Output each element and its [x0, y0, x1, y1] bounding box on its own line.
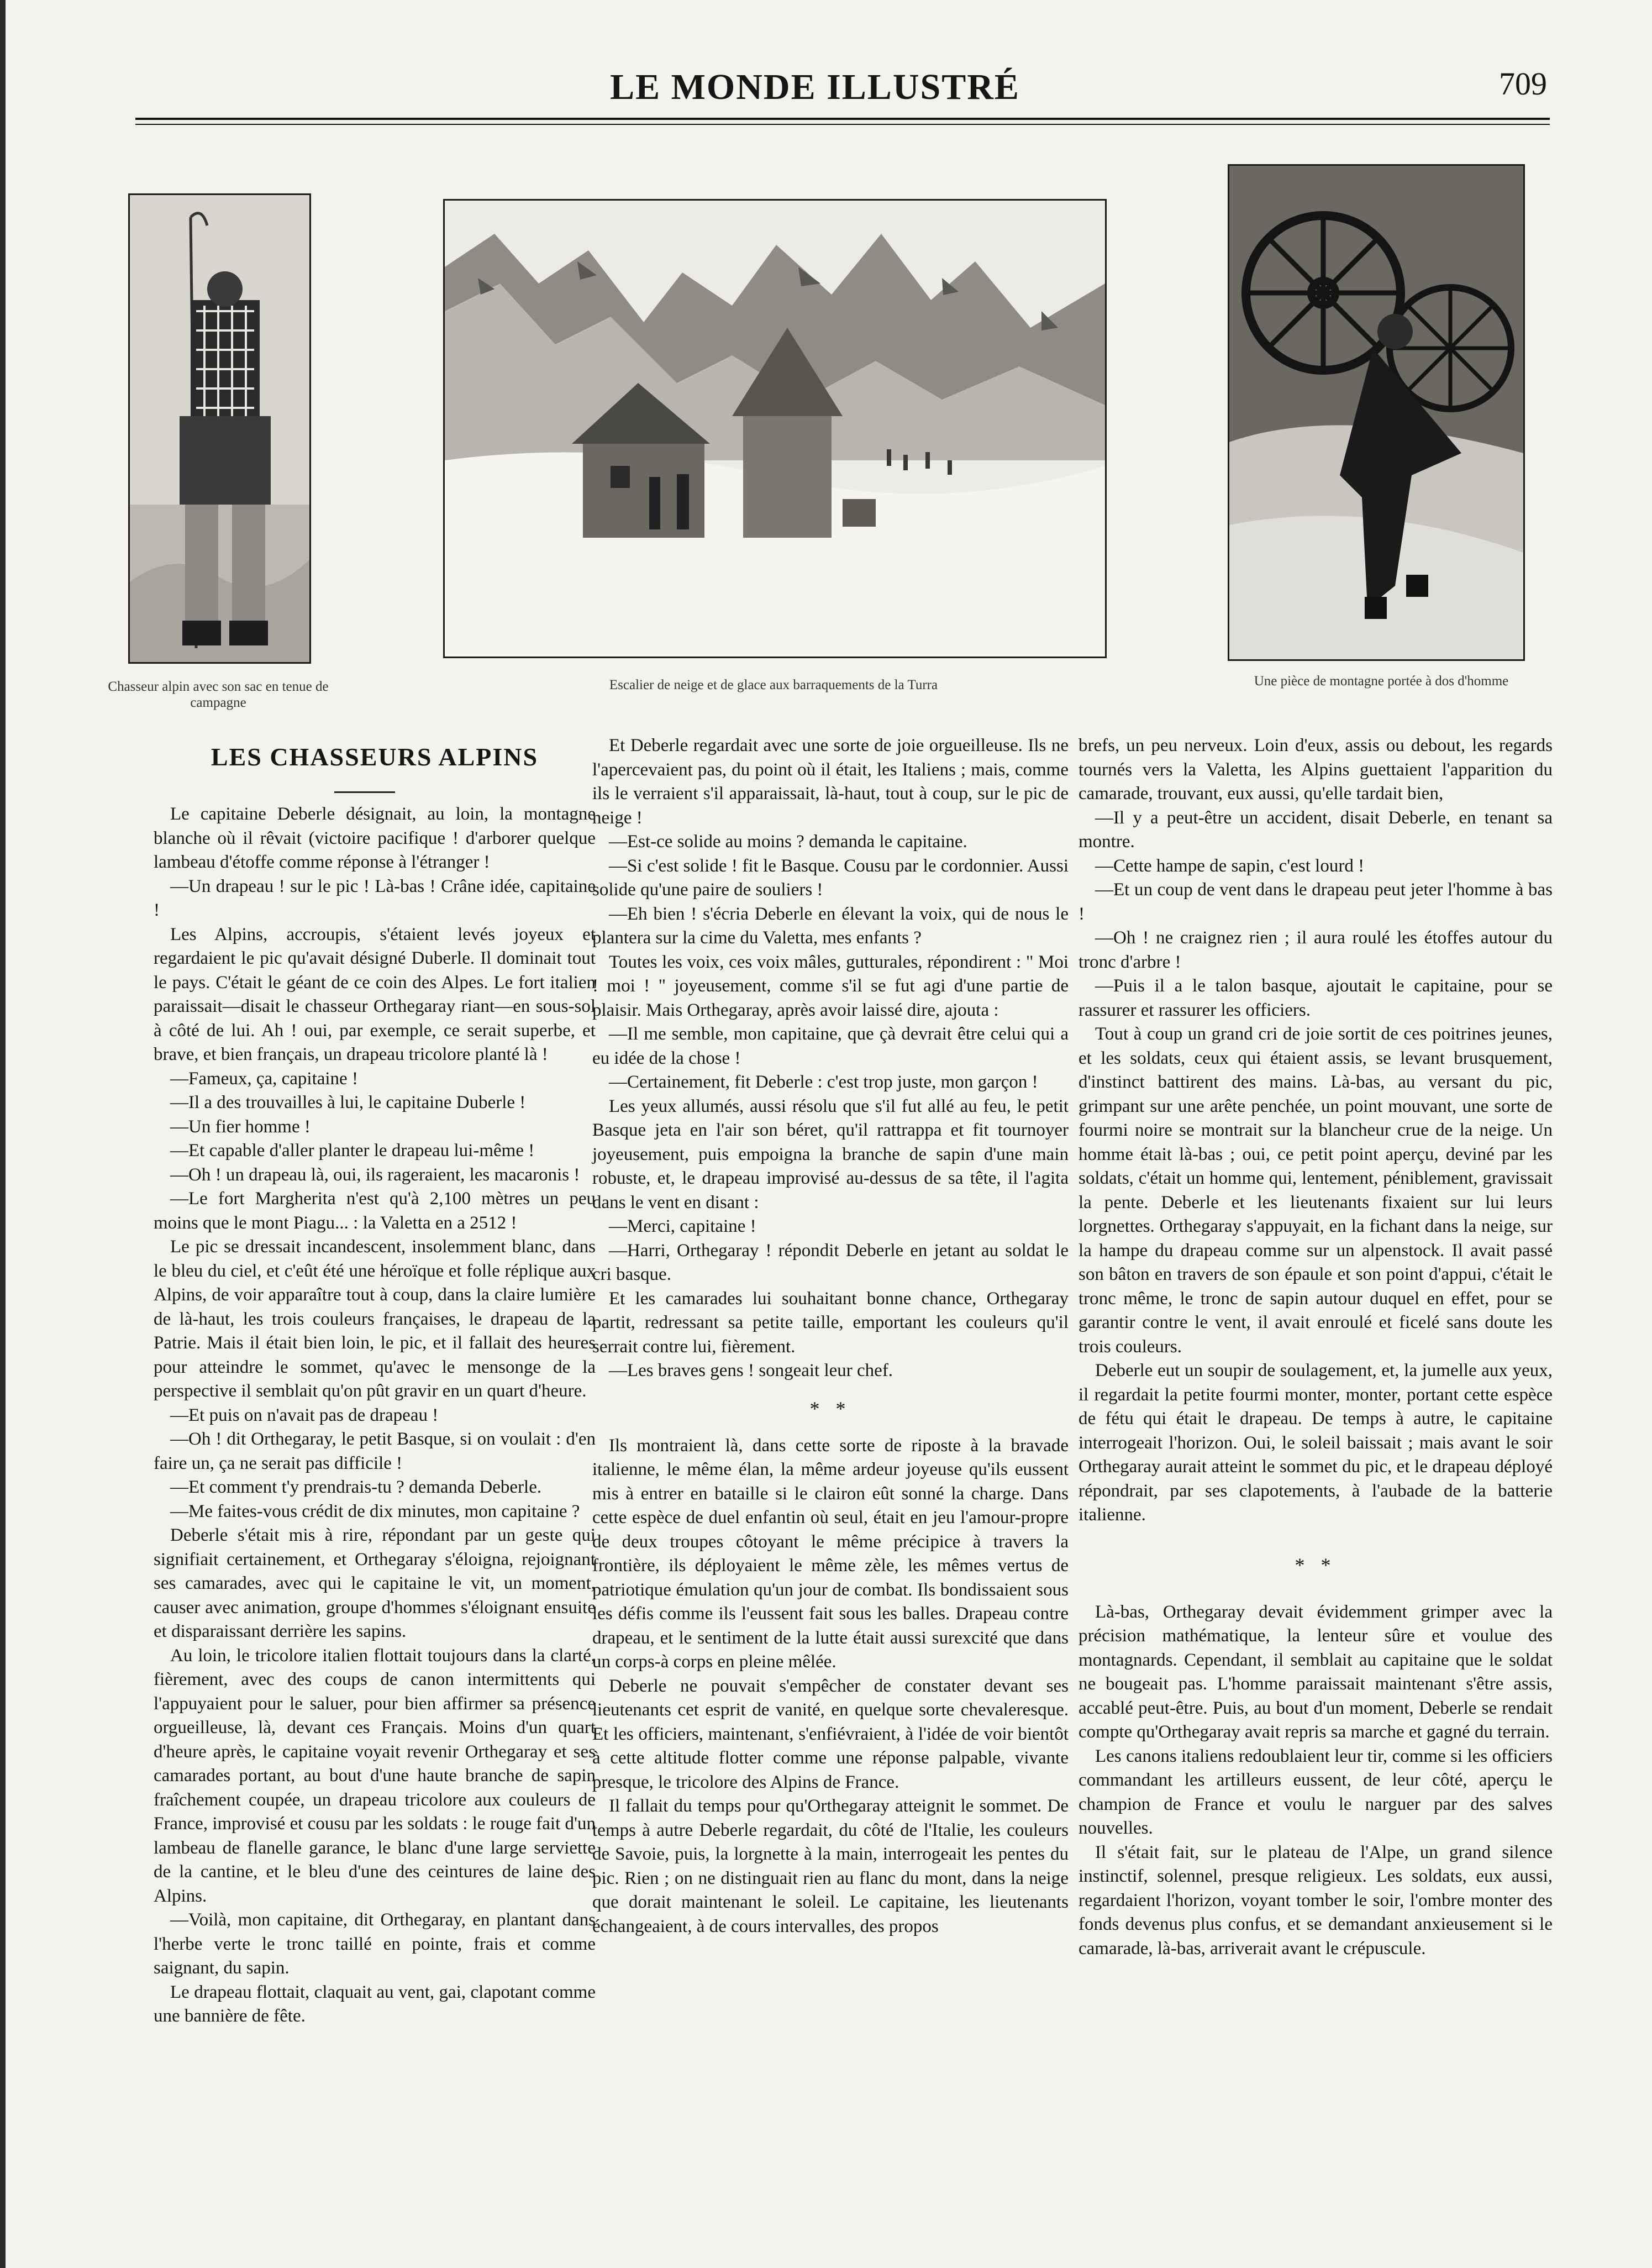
article-title: LES CHASSEURS ALPINS: [211, 743, 539, 771]
paragraph: —Eh bien ! s'écria Deberle en élevant la voix, qui de nous le plantera sur la cime du Valetta, mes enfants ?: [592, 904, 1069, 948]
header-rule: [135, 118, 1550, 120]
soldier-image: [130, 195, 309, 662]
section-separator: * *: [809, 1397, 851, 1420]
paragraph: —Et capable d'aller planter le drapeau lui-même !: [170, 1141, 535, 1161]
caption-piece-de-montagne: Une pièce de montagne portée à dos d'homme: [1254, 674, 1509, 689]
paragraph: Là-bas, Orthegaray devait évidemment grimper avec la précision mathématique, la lenteur sûre et voulue des montagnards. Cependant, il semblait au capitaine que le soldat ne bougeait pas. L'homme paraissait maintenant s'être assis, accablé peut-être. Puis, au bout d'un moment, Deberle se rendait compte qu'Orthegaray avait repris sa marche et gagné du terrain.: [1078, 1602, 1553, 1742]
paragraph: —Et comment t'y prendrais-tu ? demanda Deberle.: [170, 1477, 542, 1497]
paragraph: —Oh ! ne craignez rien ; il aura roulé les étoffes autour du tronc d'arbre !: [1078, 928, 1553, 972]
paragraph: —Voilà, mon capitaine, dit Orthegaray, en plantant dans l'herbe verte le tronc taillé en pointe, frais et comme saignant, du sapin.: [154, 1910, 596, 1978]
paragraph: —Puis il a le talon basque, ajoutait le capitaine, pour se rassurer et rassurer les officiers.: [1078, 976, 1553, 1020]
paragraph: Il fallait du temps pour qu'Orthegaray atteignit le sommet. De temps à autre Deberle regardait, du côté de l'Italie, les couleurs de Savoie, puis, la lorgnette à la main, interrogeait les pentes du pic. Rien ; on ne distinguait rien au flanc du mont, dans la neige que dorait maintenant le soleil. Le capitaine, les lieutenants échangeaient, à de cours intervalles, des propos: [592, 1796, 1069, 1936]
paragraph: —Un drapeau ! sur le pic ! Là-bas ! Crâne idée, capitaine !: [154, 876, 596, 920]
illustration-piece-de-montagne: [1228, 164, 1525, 661]
paragraph: —Et puis on n'avait pas de drapeau !: [170, 1405, 439, 1425]
paragraph: Toutes les voix, ces voix mâles, gutturales, répondirent : " Moi ! moi ! " joyeusement, comme s'il se fut agi d'une partie de plaisir. Mais Orthegaray, après avoir laissé dire, ajouta :: [592, 952, 1069, 1020]
paragraph: brefs, un peu nerveux. Loin d'eux, assis ou debout, les regards tournés vers la Valetta, les Alpins guettaient l'apparition du camarade, trouvant, eux aussi, qu'elle tardait bien,: [1078, 736, 1553, 804]
paragraph: —Le fort Margherita n'est qu'à 2,100 mètres un peu moins que le mont Piagu... : la Valetta en a 2512 !: [154, 1189, 596, 1233]
paragraph: Les canons italiens redoublaient leur tir, comme si les officiers commandant les artilleurs eussent, de leur côté, aperçu le champion de France et voulu le narguer par des salves nouvelles.: [1078, 1746, 1553, 1838]
header-rule-thin: [135, 124, 1550, 125]
paragraph: Deberle ne pouvait s'empêcher de constater devant ses lieutenants cet esprit de vanité, en quelque sorte chevaleresque. Et les officiers, maintenant, s'enfiévraient, à l'idée de voir bientôt à cette altitude flotter comme une réponse palpable, vivante presque, le tricolore des Alpins de France.: [592, 1676, 1069, 1792]
paragraph: Ils montraient là, dans cette sorte de riposte à la bravade italienne, le même élan, la même ardeur joyeuse qu'ils eussent mis à entrer en bataille si le clairon eût sonné la charge. Dans cette espèce de duel enfantin où seul, était en jeu l'amour-propre de deux troupes côtoyant le même précipice à travers la frontière, ils déployaient le même zèle, les mêmes vertus de patriotique émulation qu'un jour de combat. Ils bondissaient sous les défis comme ils l'eussent fait sous les balles. Drapeau contre drapeau, et le sentiment de la lutte était aussi surexcité que dans un corps-à corps en pleine mêlée.: [592, 1435, 1069, 1672]
paragraph: Il s'était fait, sur le plateau de l'Alpe, un grand silence instinctif, solennel, presque religieux. Les soldats, eux aussi, regardaient l'horizon, voyant tomber le soir, l'ombre monter des fonds devenus plus confus, et se demandant anxieusement si le camarade, là-bas, arriverait avant le crépuscule.: [1078, 1842, 1553, 1959]
section-separator: * *: [1295, 1553, 1337, 1576]
paragraph: Au loin, le tricolore italien flottait toujours dans la clarté, fièrement, avec des coups de canon intermittents qui l'appuyaient pour le saluer, pour bien affirmer sa présence orgueilleuse, là, devant ces Français. Moins d'un quart d'heure après, le capitaine voyait revenir Orthegaray et ses camarades portant, au bout d'une haute branche de sapin fraîchement coupée, un drapeau tricolore aux couleurs de France, improvisé et cousu par les soldats : le rouge fait d'un lambeau de flanelle garance, le blanc d'une large serviette de la cantine, et le bleu d'une des ceintures de laine des Alpins.: [154, 1645, 596, 1906]
illustration-barraquements: [443, 199, 1107, 658]
paragraph: —Merci, capitaine !: [609, 1216, 756, 1236]
text-column-1: [154, 802, 596, 2029]
paragraph: —Fameux, ça, capitaine !: [170, 1068, 358, 1089]
caption-chasseur-alpin: Chasseur alpin avec son sac en tenue de campagne: [108, 679, 329, 710]
paragraph: Et Deberle regardait avec une sorte de joie orgueilleuse. Ils ne l'apercevaient pas, du point où il était, les Italiens ; mais, comme ils le verraient s'il apparaissait, là-haut, tout à coup, sur le pic de neige !: [592, 736, 1069, 828]
paragraph: —Oh ! un drapeau là, oui, ils rageraient, les macaronis !: [170, 1164, 580, 1185]
paragraph: —Il a des trouvailles à lui, le capitaine Duberle !: [170, 1093, 526, 1112]
paragraph: Le capitaine Deberle désignait, au loin, la montagne blanche où il rêvait (victoire pacifique ! d'arborer quelque lambeau d'étoffe comme réponse à l'étranger !: [154, 804, 596, 872]
paragraph: —Si c'est solide ! fit le Basque. Cousu par le cordonnier. Aussi solide qu'une paire de souliers !: [592, 855, 1069, 900]
paragraph: —Il me semble, mon capitaine, que çà devrait être celui qui a eu idée de la chose !: [592, 1024, 1069, 1068]
paragraph: —Oh ! dit Orthegaray, le petit Basque, si on voulait : d'en faire un, ça ne serait pas difficile !: [154, 1429, 596, 1473]
paragraph: —Et un coup de vent dans le drapeau peut jeter l'homme à bas !: [1078, 880, 1553, 924]
paragraph: Le drapeau flottait, claquait au vent, gai, clapotant comme une bannière de fête.: [154, 1982, 596, 2026]
masthead-title: LE MONDE ILLUSTRÉ: [610, 67, 1020, 107]
illustration-chasseur-alpin: [128, 193, 311, 664]
mountain-gun-image: [1229, 166, 1523, 659]
page-edge: [0, 0, 6, 2268]
paragraph: Et les camarades lui souhaitant bonne chance, Orthegaray partit, redressant sa petite taille, emportant les couleurs qu'il serrait contre lui, fièrement.: [592, 1288, 1069, 1357]
paragraph: Les Alpins, accroupis, s'étaient levés joyeux et regardaient le pic qu'avait désigné Duberle. Il dominait tout le pays. C'était le géant de ce coin des Alpes. Le fort italien paraissait—disait le chasseur Orthegaray riant—en sous-sol à côté de lui. Ah ! oui, par exemple, ce serait superbe, et brave, et bien français, un drapeau tricolore planté là !: [154, 924, 596, 1064]
paragraph: —Harri, Orthegaray ! répondit Deberle en jetant au soldat le cri basque.: [592, 1240, 1069, 1284]
text-column-2: [592, 734, 1069, 1939]
paragraph: —Il y a peut-être un accident, disait Deberle, en tenant sa montre.: [1078, 807, 1553, 852]
text-column-3: [1078, 734, 1553, 1961]
caption-barraquements: Escalier de neige et de glace aux barraquements de la Turra: [609, 678, 938, 692]
barracks-image: [445, 201, 1105, 657]
paragraph: —Me faites-vous crédit de dix minutes, mon capitaine ?: [170, 1501, 580, 1521]
paragraph: Tout à coup un grand cri de joie sortit de ces poitrines jeunes, et les soldats, ceux qui étaient assis, se levant brusquement, d'instinct battirent des mains. Là-bas, au versant du pic, grimpant sur une arête penchée, un point mouvant, une sorte de fourmi noire se montrait sur la blancheur crue de la neige. Un homme était là-bas ; oui, ce petit point aperçu, deviné par les soldats, c'était un homme qui, lentement, péniblement, gravissait la pente. Deberle et les lieutenants fixaient sur lui leurs lorgnettes. Orthegaray s'appuyait, en la fichant dans la neige, sur la hampe du drapeau comme sur un alpenstock. Il avait passé son bâton en travers de son épaule et son point d'appui, c'était le tronc même, le tronc de sapin autour duquel en effet, pour se garantir contre le vent, il avait enroulé et ficelé sans doute les trois couleurs.: [1078, 1024, 1553, 1357]
paragraph: —Certainement, fit Deberle : c'est trop juste, mon garçon !: [609, 1072, 1038, 1092]
paragraph: —Un fier homme !: [170, 1116, 311, 1137]
page-number: 709: [1499, 66, 1547, 102]
paragraph: —Est-ce solide au moins ? demanda le capitaine.: [609, 832, 967, 852]
paragraph: Deberle eut un soupir de soulagement, et, la jumelle aux yeux, il regardait la petite fourmi monter, monter, portant cette espèce de fétu qui était le drapeau. De temps à autre, le capitaine interrogeait l'horizon. Oui, le soleil baissait ; mais avant le soir Orthegaray aurait atteint le sommet du pic, et le drapeau déployé répondrait, par ses clapotements, à l'aubade de la batterie italienne.: [1078, 1361, 1553, 1525]
paragraph: Deberle s'était mis à rire, répondant par un geste qui signifiait certainement, et Orthegaray s'éloigna, rejoignant ses camarades, avec qui le capitaine le vit, un moment, causer avec animation, groupe d'hommes s'éloignant ensuite et disparaissant derrière les sapins.: [154, 1525, 596, 1641]
title-rule: [334, 791, 395, 793]
paragraph: —Les braves gens ! songeait leur chef.: [609, 1361, 893, 1380]
paragraph: Les yeux allumés, aussi résolu que s'il fut allé au feu, le petit Basque jeta en l'air son béret, qu'il rattrappa et fit tournoyer joyeusement, puis empoigna la branche de sapin d'une main robuste, et, le drapeau improvisé au-dessus de sa tête, il l'agita dans le vent en disant :: [592, 1096, 1069, 1212]
paragraph: Le pic se dressait incandescent, insolemment blanc, dans le bleu du ciel, et c'eût été une héroïque et folle réplique aux Alpins, de voir apparaître tout à coup, dans la claire lumière de là-haut, les trois couleurs françaises, le drapeau de la Patrie. Mais il était bien loin, le pic, et il fallait des heures pour atteindre le sommet, qu'avec le mensonge de la perspective il semblait qu'on pût gravir en un quart d'heure.: [154, 1237, 596, 1401]
paragraph: —Cette hampe de sapin, c'est lourd !: [1095, 855, 1365, 876]
